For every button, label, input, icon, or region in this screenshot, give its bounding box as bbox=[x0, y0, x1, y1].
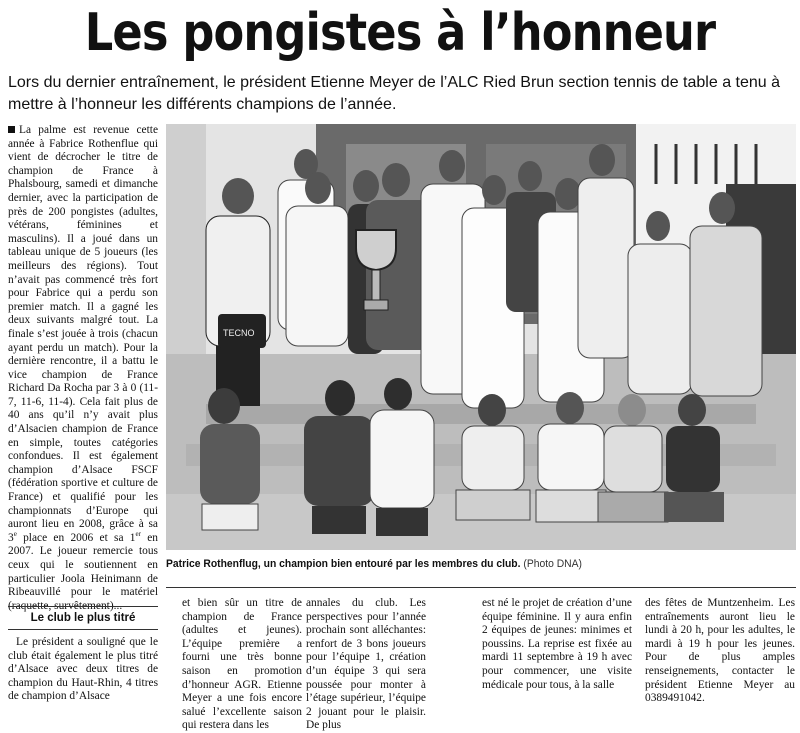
col5-text: des fêtes de Muntzenheim. Les entraînements auront lieu le lundi à 20 h, pour les adultes, le mardi à 19 h pour les jeunes. Pour de plus amples renseignements, contacter le président Etienne Meyer au 0389491042. bbox=[645, 597, 795, 705]
col1b-text: Le président a souligné que le club était également le plus titré d’Alsace avec deux titres de champion du Haut-Rhin, 4 titres de champion d’Alsace bbox=[8, 636, 159, 703]
col2-text: et bien sûr un titre de champion de France (adultes et jeunes). L’équipe première a fourni une très bonne saison en promotion d’honneur AGR. Etienne Meyer a une fois encore salué l’excellente saison qui restera dans les bbox=[182, 597, 302, 732]
col1-text-b: place en 2006 et sa 1 bbox=[16, 531, 136, 544]
section-subhead: Le club le plus titré bbox=[8, 606, 158, 630]
headline: Les pongistes à l’honneur bbox=[84, 3, 716, 63]
col1-text-c: en 2007. Le joueur remercie tous ceux qui le soutiennent en particulier Joola Heinimann de Ribeauvillé pour le matériel (raquette, survêtement)... bbox=[8, 531, 158, 612]
column-3 bbox=[306, 597, 426, 732]
col1-sup-er: er bbox=[135, 530, 141, 539]
col1-place-digit: 3 bbox=[8, 531, 14, 544]
col4-text: est né le projet de création d’une équipe féminine. Il y aura enfin 2 équipes de jeunes: minimes et poussins. La reprise est fixée au mardi 11 septembre à 19 h avec pour commencer, une visite médicale pour tous, à la salle bbox=[482, 597, 632, 691]
caption-text: Patrice Rothenflug, un champion bien entouré par les membres du club. bbox=[166, 558, 521, 570]
caption-rule bbox=[166, 587, 796, 588]
column-5 bbox=[645, 597, 795, 707]
col1-text-a: La palme est revenue cette année à Fabrice Rothenflue qui vient de décrocher le titre de champion de France à Phalsbourg, samedi et dimanche dernier, avec la participation de près de 200 pongistes (adultes, vétérans, féminines et masculins). Il a joué dans un tableau unique de 5 joueurs (les meilleurs des régions). Tout n’avait pas commencé très fort pour Fabrice qui a perdu son premier match. Il a gagné les deux suivants malgré tout. La finale s’est jouée à trois (chacun ayant perdu un match). Pour la dernière rencontre, il a battu le vice champion de France Richard Da Rocha par 3 à 0 (11-7, 11-6, 11-4). Cela fait plus de 40 ans qu’il n’y avait plus d’Alsacien champion de France en simple, toutes catégories confondues. Il est également champion d’Alsace FSCF (fédération sportive et culture de France) et qualifié pour les championnats d’Europe qui auront lieu en 2008, grâce à sa bbox=[8, 124, 158, 531]
bag-logo-text: TECNO bbox=[223, 328, 255, 338]
col3-text: annales du club. Les perspectives pour l’année prochain sont alléchantes: renfort de 3 bons joueurs pour l’équipe 1, création d’un équipe 3 qui sera poussée pour monter à l’étage supérieur, l’équipe 2 jouant pour le plaisir. De plus bbox=[306, 597, 426, 732]
column-1-bottom bbox=[8, 636, 158, 706]
column-1-top bbox=[8, 124, 158, 612]
lede-paragraph: Lors du dernier entraînement, le président Etienne Meyer de l’ALC Ried Brun section tennis de table a tenu à mettre à l’honneur les différents champions de l’année. bbox=[8, 74, 781, 113]
bullet-square-icon bbox=[8, 126, 15, 133]
col1-sup-e: e bbox=[13, 530, 17, 539]
group-photo bbox=[166, 124, 796, 550]
photo-caption bbox=[166, 556, 758, 572]
column-2 bbox=[182, 597, 302, 732]
photo-credit: (Photo DNA) bbox=[523, 558, 582, 570]
column-4 bbox=[482, 597, 632, 707]
